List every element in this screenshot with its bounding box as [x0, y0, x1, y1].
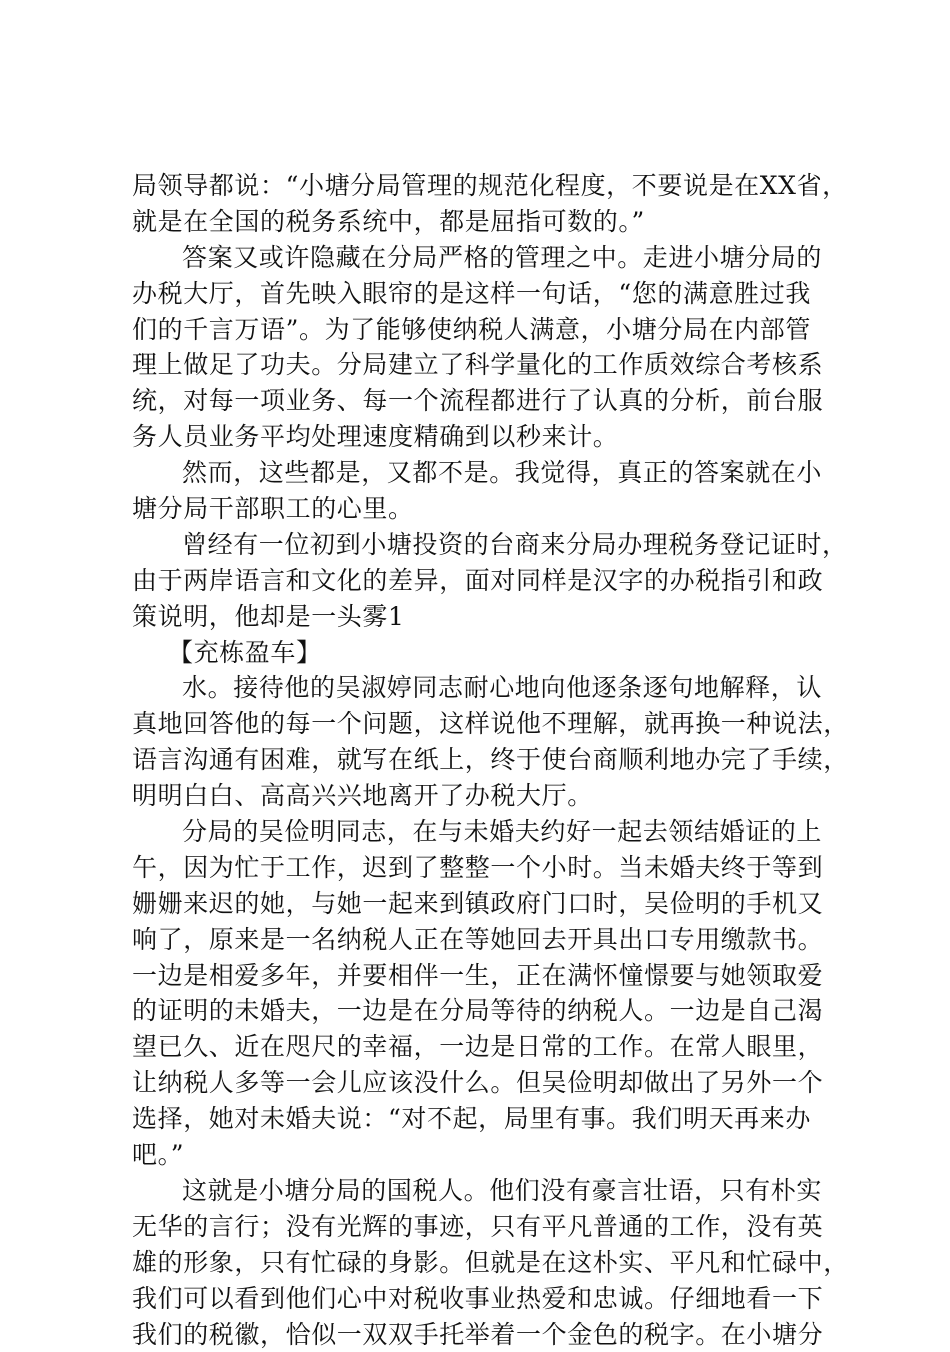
text-line: 务人员业务平均处理速度精确到以秒来计。 — [132, 419, 840, 455]
text-line: 响了，原来是一名纳税人正在等她回去开具出口专用缴款书。 — [132, 922, 840, 958]
text-line: 理上做足了功夫。分局建立了科学量化的工作质效综合考核系 — [132, 347, 840, 383]
text-line: 真地回答他的每一个问题，这样说他不理解，就再换一种说法， — [132, 706, 840, 742]
text-line: 我们的税徽，恰似一双双手托举着一个金色的税字。在小塘分 — [132, 1317, 840, 1352]
text-line: 一边是相爱多年，并要相伴一生，正在满怀憧憬要与她领取爱 — [132, 958, 840, 994]
text-line: 们的千言万语”。为了能够使纳税人满意，小塘分局在内部管 — [132, 312, 840, 348]
text-line: 我们可以看到他们心中对税收事业热爱和忠诚。仔细地看一下 — [132, 1281, 840, 1317]
text-line: 曾经有一位初到小塘投资的台商来分局办理税务登记证时， — [132, 527, 840, 563]
text-line: 办税大厅，首先映入眼帘的是这样一句话，“您的满意胜过我 — [132, 276, 840, 312]
text-line: 姗姗来迟的她，与她一起来到镇政府门口时，吴俭明的手机又 — [132, 886, 840, 922]
text-line: 由于两岸语言和文化的差异，面对同样是汉字的办税指引和政 — [132, 563, 840, 599]
text-line: 这就是小塘分局的国税人。他们没有豪言壮语，只有朴实 — [132, 1173, 840, 1209]
text-line: 让纳税人多等一会儿应该没什么。但吴俭明却做出了另外一个 — [132, 1065, 840, 1101]
text-line: 局领导都说：“小塘分局管理的规范化程度，不要说是在XX省， — [132, 168, 840, 204]
text-line: 然而，这些都是，又都不是。我觉得，真正的答案就在小 — [132, 455, 840, 491]
text-line: 雄的形象，只有忙碌的身影。但就是在这朴实、平凡和忙碌中， — [132, 1245, 840, 1281]
text-line: 午，因为忙于工作，迟到了整整一个小时。当未婚夫终于等到 — [132, 850, 840, 886]
text-line: 选择，她对未婚夫说：“对不起，局里有事。我们明天再来办 — [132, 1101, 840, 1137]
body-text — [132, 168, 840, 1352]
text-line: 水。接待他的吴淑婷同志耐心地向他逐条逐句地解释，认 — [132, 670, 840, 706]
text-line: 塘分局干部职工的心里。 — [132, 491, 840, 527]
text-line: 统，对每一项业务、每一个流程都进行了认真的分析，前台服 — [132, 383, 840, 419]
text-line: 望已久、近在咫尺的幸福，一边是日常的工作。在常人眼里， — [132, 1029, 840, 1065]
text-line: 策说明，他却是一头雾1 — [132, 599, 840, 635]
text-line: 语言沟通有困难，就写在纸上，终于使台商顺利地办完了手续， — [132, 742, 840, 778]
text-line: 无华的言行；没有光辉的事迹，只有平凡普通的工作，没有英 — [132, 1209, 840, 1245]
text-line: 明明白白、高高兴兴地离开了办税大厅。 — [132, 778, 840, 814]
section-heading: 【充栋盈车】 — [132, 635, 840, 671]
text-line: 吧。” — [132, 1137, 840, 1173]
text-line: 的证明的未婚夫，一边是在分局等待的纳税人。一边是自己渴 — [132, 993, 840, 1029]
text-line: 答案又或许隐藏在分局严格的管理之中。走进小塘分局的 — [132, 240, 840, 276]
text-line: 分局的吴俭明同志，在与未婚夫约好一起去领结婚证的上 — [132, 814, 840, 850]
text-line: 就是在全国的税务系统中，都是屈指可数的。” — [132, 204, 840, 240]
